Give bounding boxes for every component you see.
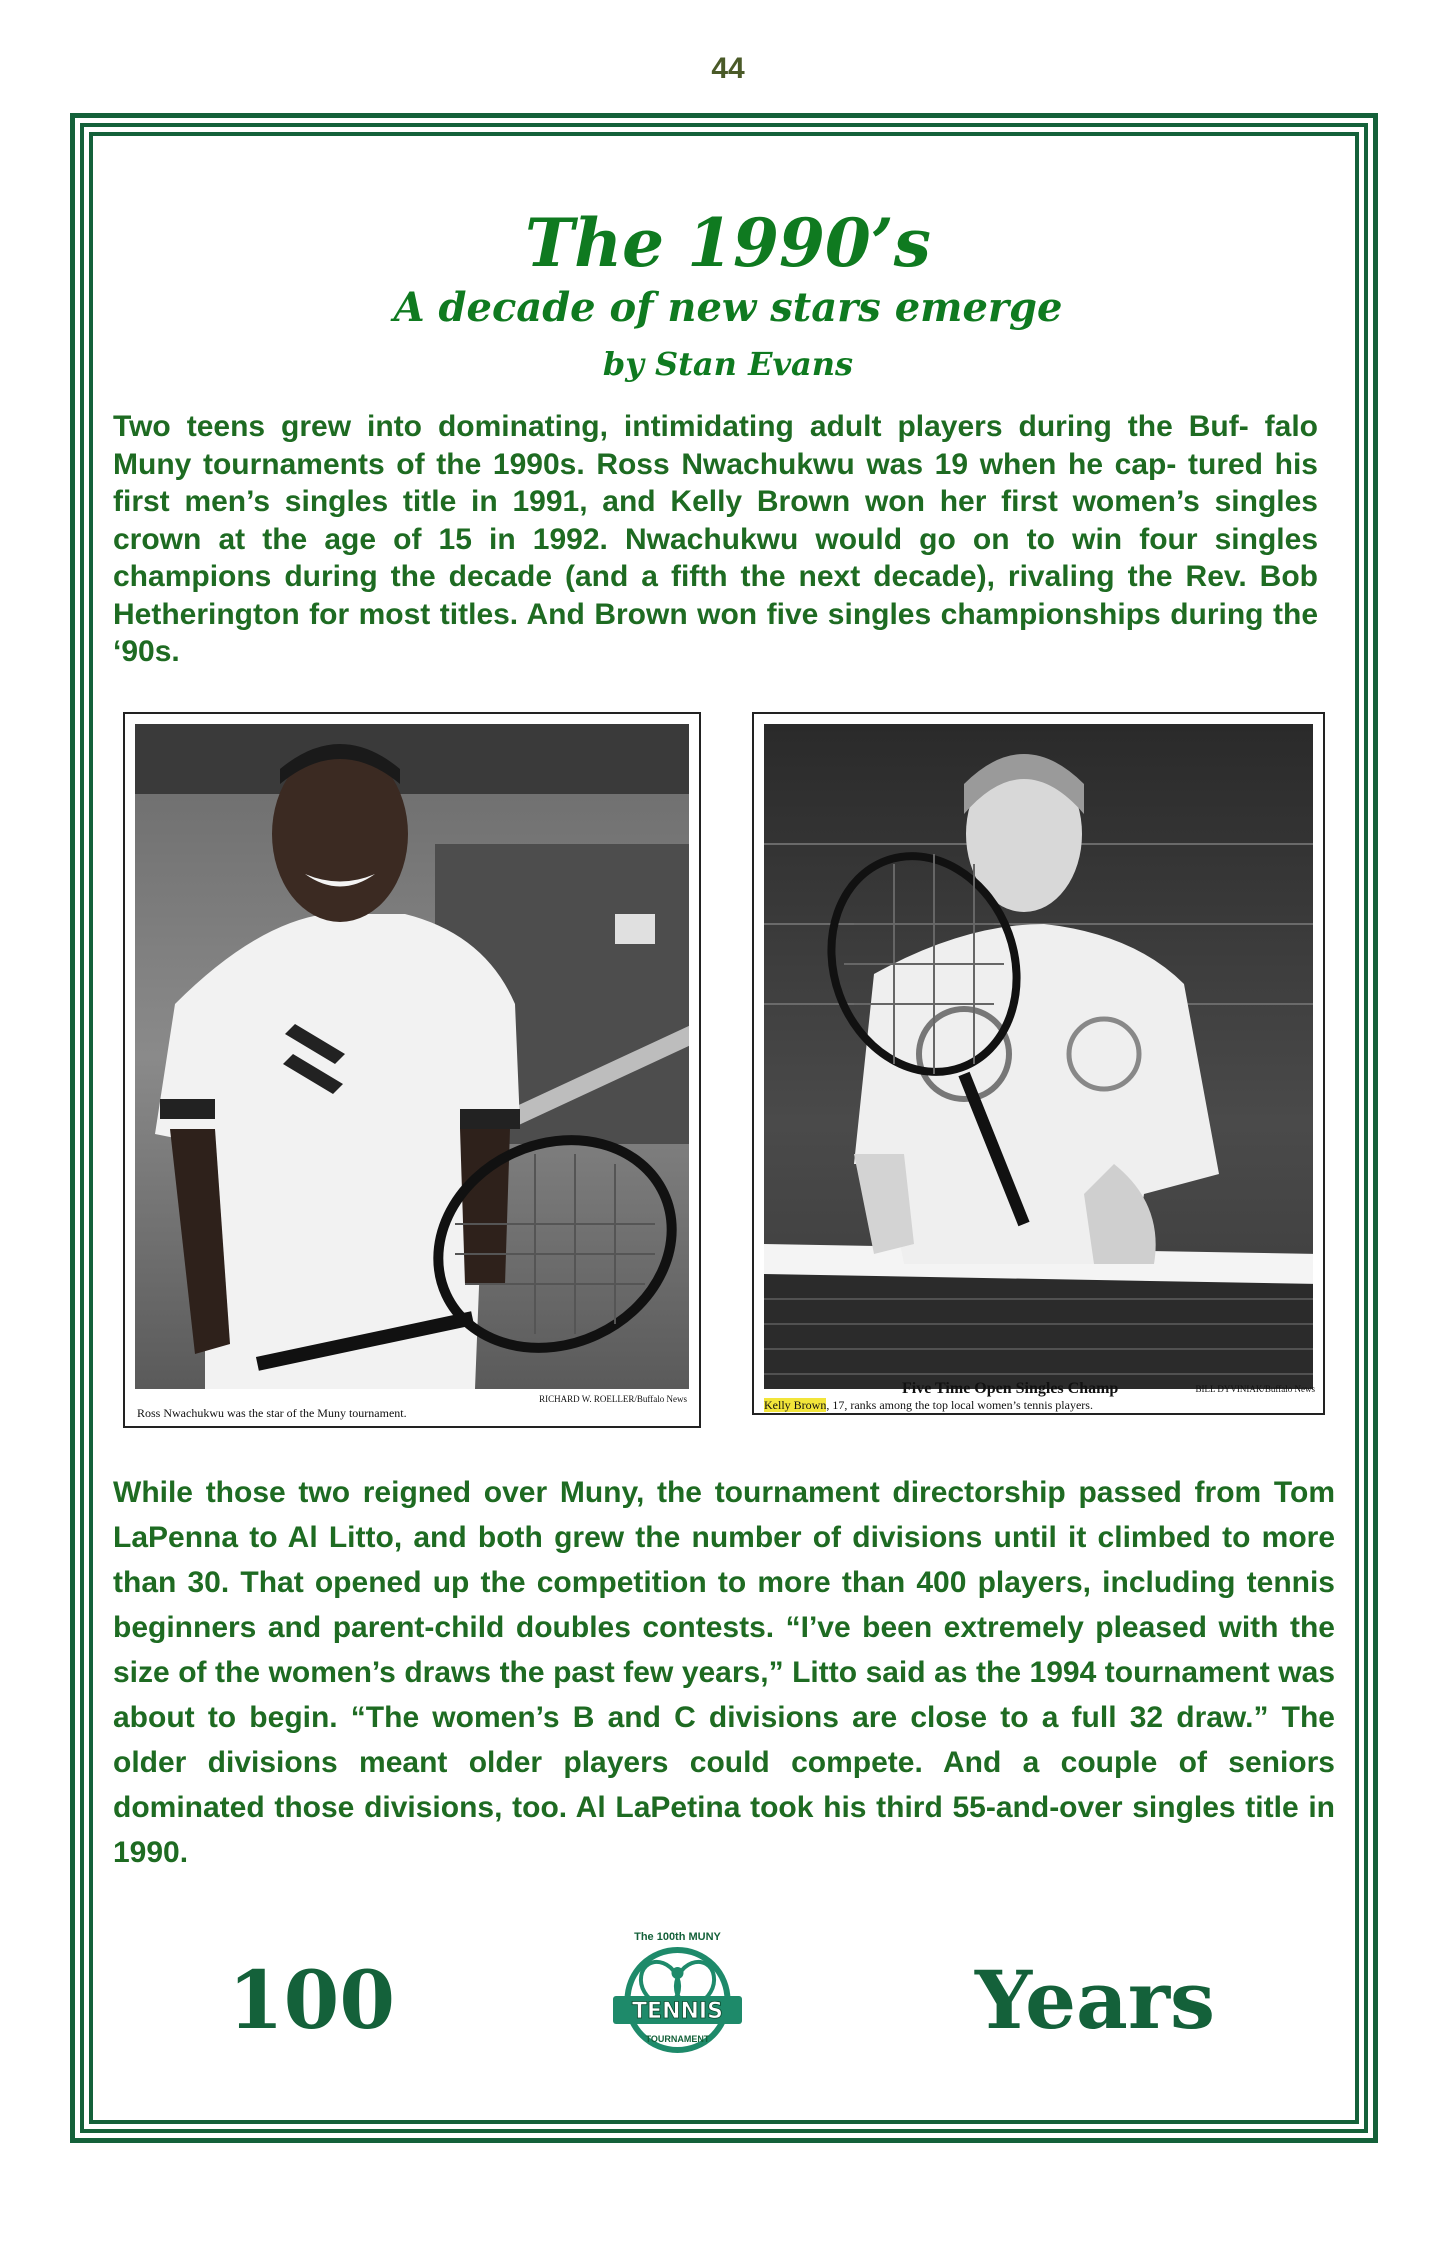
photo-caption-left: Ross Nwachukwu was the star of the Muny tournament. [137,1406,407,1420]
intro-paragraph: Two teens grew into dominating, intimidating adult players during the Buf- falo Muny tournaments of the 1990s. Ross Nwachukwu was 19 when he cap- tured his first men’s singles title in 1991, and Kelly Brown won her first women’s singles crown at the age of 15 in 1992. Nwachukwu would go on to win four singles champions during the decade (and a fifth the next decade), rivaling the Rev. Bob Hetherington for most titles. And Brown won five singles championships during the ‘90s. [113,410,1318,668]
article-subtitle: A decade of new stars emerge [393,284,1063,331]
article-title: The 1990’s [525,204,931,282]
footer-number: 100 [228,1953,395,2047]
photo-ross-nwachukwu [123,712,701,1428]
photo-image [764,724,1313,1389]
highlighted-name: Kelly Brown [764,1398,827,1412]
caption-text: , 17, ranks among the top local women’s tennis players. [826,1398,1093,1412]
photo-caption-title-right: Five Time Open Singles Champ [902,1380,1119,1397]
tennis-logo-icon [605,1928,750,2058]
photo-caption-right [764,1398,1093,1413]
photo-credit-right: BILL DYVINIAK/Buffalo News [1195,1384,1315,1394]
body-paragraph: While those two reigned over Muny, the tournament directorship passed from Tom LaPenna to Al Litto, and both grew the number of divisions until it climbed to more than 30. That opened up the competition to more than 400 players, including tennis beginners and parent-child doubles contests. “I’ve been extremely pleased with the size of the women’s draws the past few years,” Litto said as the 1994 tournament was about to begin. “The women’s B and C divisions are close to a full 32 draw.” The older divisions meant older players could compete. And a couple of seniors dominated those divisions, too. Al LaPetina took his third 55-and-over singles title in 1990. [113,1476,1335,1869]
player-photo-illustration [764,724,1313,1389]
logo-main-text: TENNIS [632,1999,723,2024]
logo-top-text: The 100th MUNY [634,1931,721,1943]
footer-word: Years [975,1953,1216,2047]
logo-bottom-text: TOURNAMENT [645,2034,710,2044]
muny-tennis-logo [605,1928,750,2058]
article-byline: by Stan Evans [602,345,854,383]
photo-kelly-brown [752,712,1325,1415]
player-photo-illustration [135,724,689,1389]
photo-credit-left: RICHARD W. ROELLER/Buffalo News [539,1394,687,1404]
page-number: 44 [711,52,745,85]
photo-image [135,724,689,1389]
